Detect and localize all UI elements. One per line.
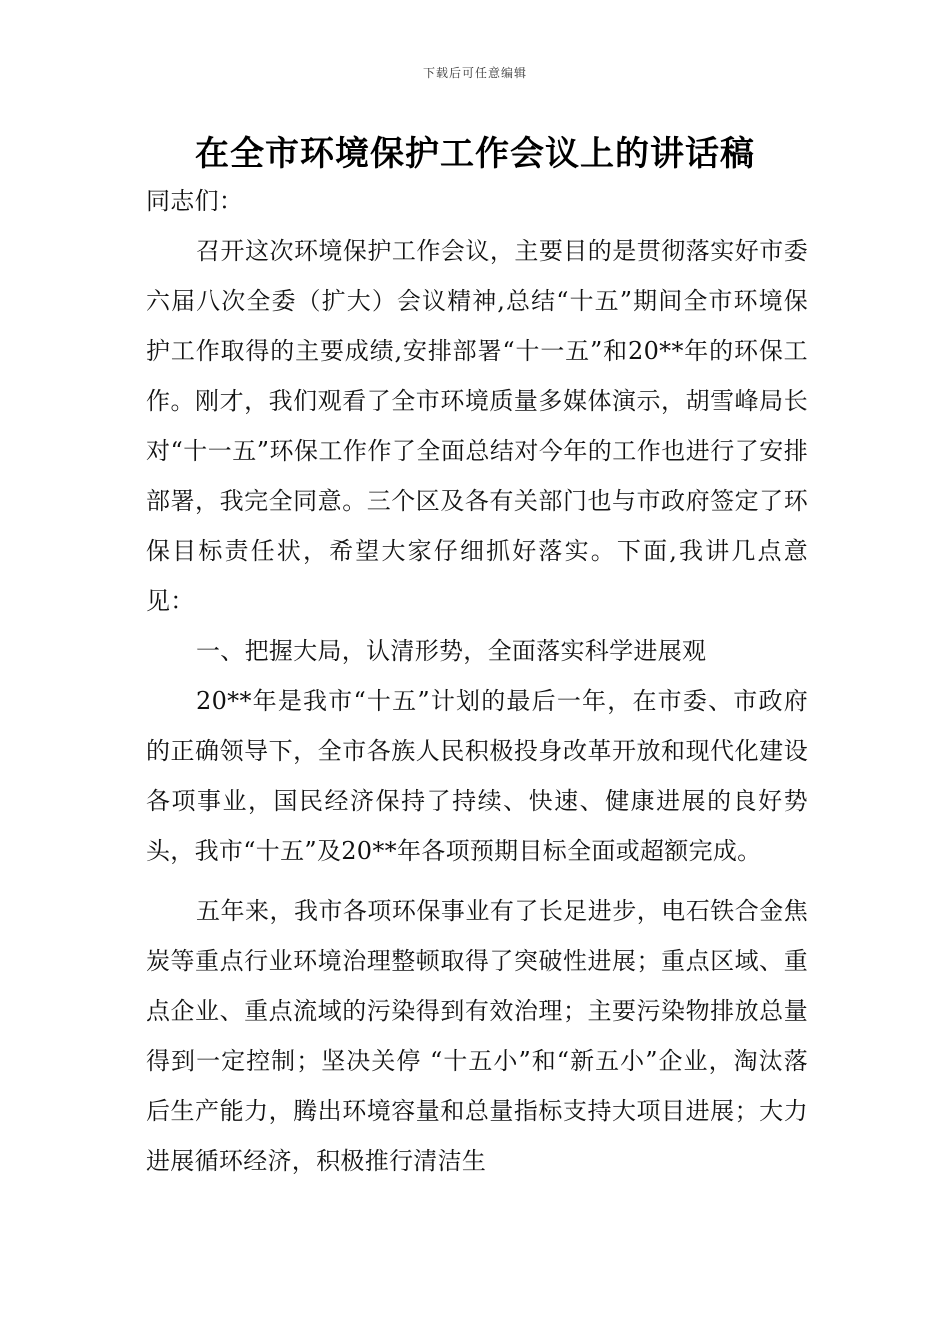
document-body (146, 176, 808, 1186)
document-title: 在全市环境保护工作会议上的讲话稿 (195, 134, 755, 174)
paragraph-environmental-progress: 五年来，我市各项环保事业有了长足进步，电石铁合金焦炭等重点行业环境治理整顿取得了突破性进展；重点区域、重点企业、重点流域的污染得到有效治理；主要污染物排放总量得到一定控制；坚决关停 “十五小”和“新五小”企业，淘汰落后生产能力，腾出环境容量和总量指标支持大项目进展；大力进展循环经济，积极推行清洁生 (146, 897, 808, 1175)
paragraph-intro: 召开这次环境保护工作会议，主要目的是贯彻落实好市委六届八次全委（扩大）会议精神,总结“十五”期间全市环境保护工作取得的主要成绩,安排部署“十一五”和20**年的环保工作。刚才，我们观看了全市环境质量多媒体演示，胡雪峰局长对“十一五”环保工作作了全面总结对今年的工作也进行了安排部署，我完全同意。三个区及各有关部门也与市政府签定了环保目标责任状，希望大家仔细抓好落实。下面,我讲几点意见： (146, 237, 808, 615)
header-note: 下载后可任意编辑 (422, 66, 527, 80)
paragraph-achievements-overview: 20**年是我市“十五”计划的最后一年，在市委、市政府的正确领导下，全市各族人民积极投身改革开放和现代化建设各项事业，国民经济保持了持续、快速、健康进展的良好势头，我市“十五”及20**年各项预期目标全面或超额完成。 (146, 687, 808, 865)
salutation: 同志们： (146, 187, 244, 215)
section-heading-1: 一、把握大局，认清形势，全面落实科学进展观 (196, 637, 707, 665)
